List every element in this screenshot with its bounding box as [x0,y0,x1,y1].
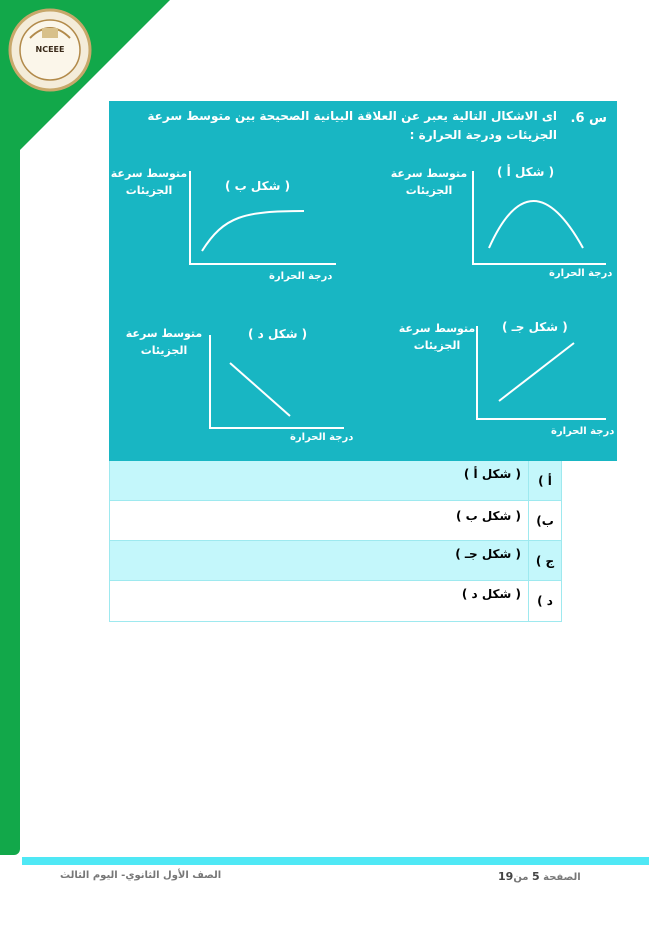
graph-title: ( شكل د ) [248,327,308,341]
graph-title: ( شكل جـ ) [502,320,568,334]
option-letter: أ ) [528,461,561,500]
graph-title: ( شكل أ ) [497,165,555,179]
graph-a-plot [379,161,619,311]
option-letter: ب) [528,501,561,540]
left-green-bar [0,0,20,855]
option-letter: د ) [528,581,561,621]
graph-y-label: متوسط سرعة الجزيئات [390,167,468,197]
page-label: الصفحة [543,872,581,883]
graph-x-label: درجة الحرارة [290,432,354,443]
answer-option-b[interactable] [110,501,561,541]
logo-seal [8,8,92,92]
option-text: ( شكل د ) [461,587,521,601]
graph-c [379,316,619,466]
footer-course: الصف الأول الثانوي- اليوم الثالث [60,870,222,881]
answer-option-c[interactable] [110,541,561,581]
option-letter: ج ) [528,541,561,580]
graph-d-plot [124,323,364,473]
graph-b [109,161,349,311]
of-label: من [513,872,529,883]
graph-y-label: متوسط سرعة الجزيئات [398,322,476,352]
graph-x-label: درجة الحرارة [551,426,615,437]
footer-page-number [498,870,581,883]
graph-b-plot [109,161,349,311]
graph-y-label: متوسط سرعة الجزيئات [110,167,188,197]
total-pages: 19 [498,870,514,883]
answer-options [109,461,562,622]
question-text: اى الاشكال التالية يعبر عن العلاقة البيانية الصحيحة بين متوسط سرعة الجزيئات ودرجة الحرارة : [147,109,557,142]
option-text: ( شكل ب ) [455,509,521,523]
answer-option-d[interactable] [110,581,561,622]
graph-a [379,161,619,311]
page-number: 5 [532,870,540,883]
answer-option-a[interactable] [110,461,561,501]
graph-c-plot [379,316,619,466]
footer-rule [22,857,649,865]
graph-d [124,323,364,473]
option-text: ( شكل جـ ) [455,547,521,561]
graph-title: ( شكل ب ) [225,179,291,193]
graph-y-label: متوسط سرعة الجزيئات [125,327,203,357]
graph-x-label: درجة الحرارة [269,271,333,282]
question-number: س 6. [570,111,607,126]
logo-text: NCEEE [35,45,65,54]
option-text: ( شكل أ ) [463,467,521,481]
graph-x-label: درجة الحرارة [549,268,613,279]
question-panel [109,101,617,461]
